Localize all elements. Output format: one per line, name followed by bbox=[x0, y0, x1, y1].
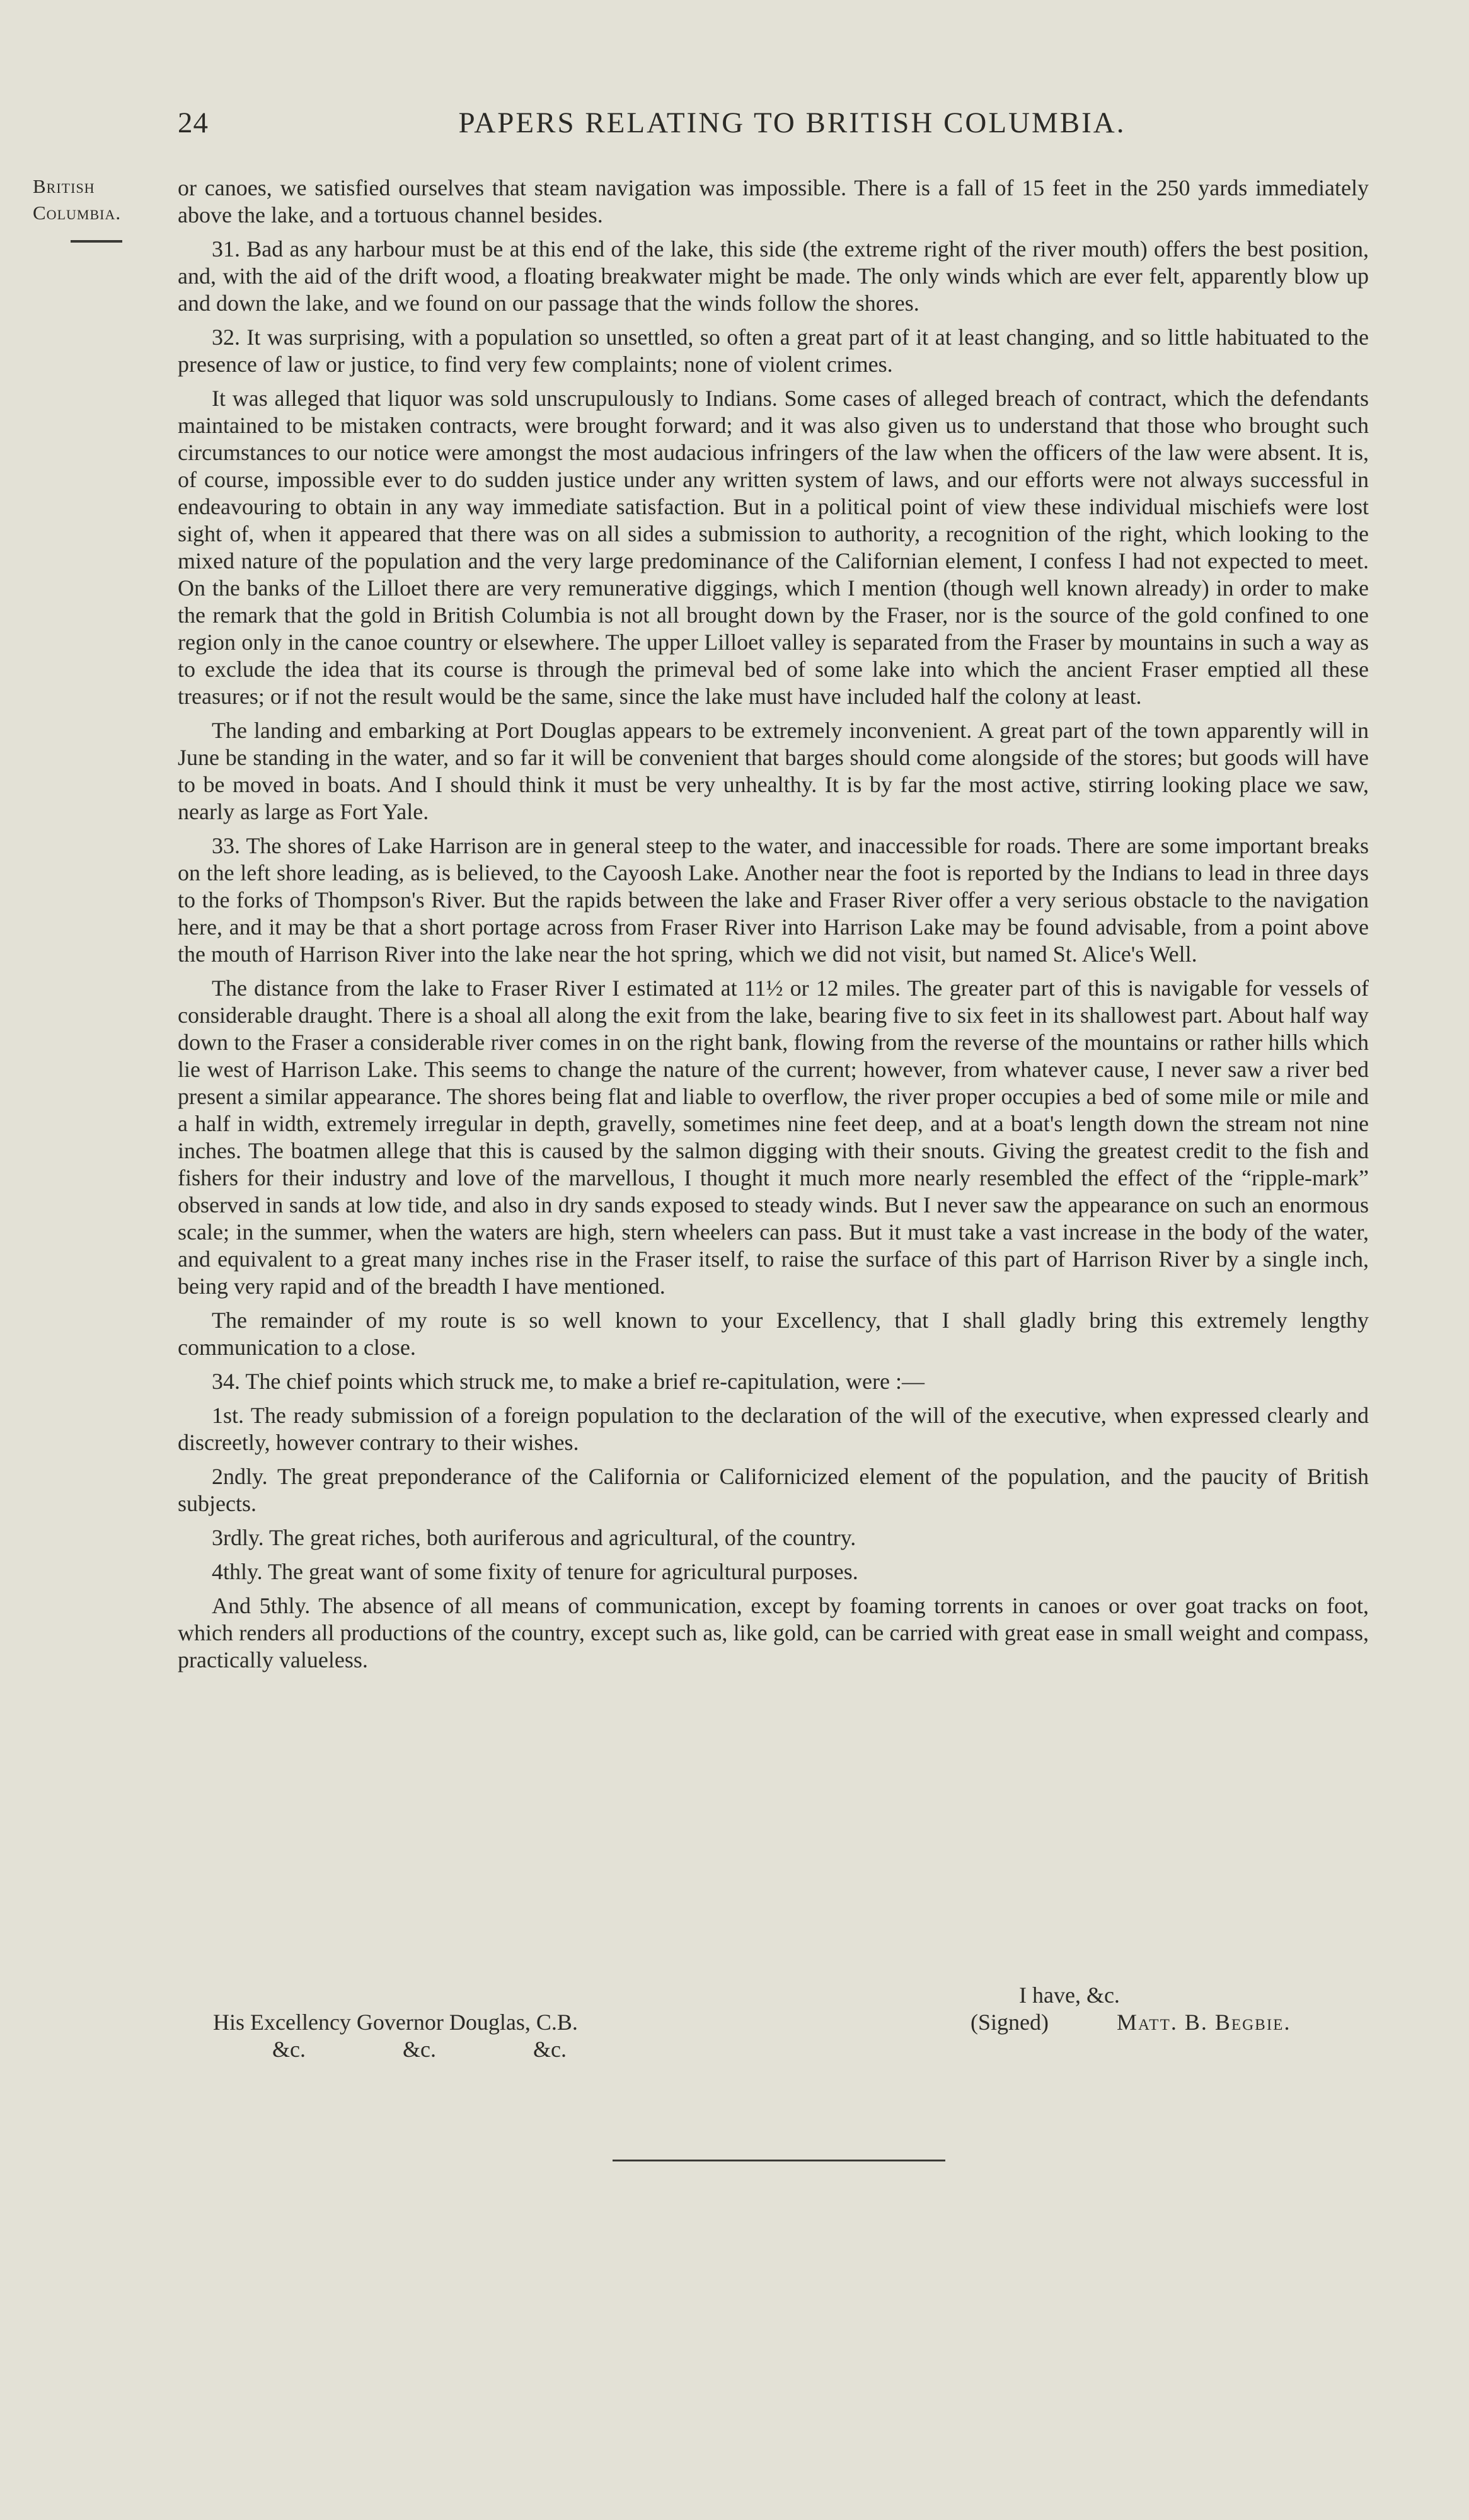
paragraph: 34. The chief points which struck me, to make a brief re-capitulation, were :— bbox=[212, 1369, 925, 1394]
paragraph: It was alleged that liquor was sold unscrupulously to Indians. Some cases of alleged breach of contract, which the defendants maintained to be mistaken contracts, were brought forward; and it was also given us to understand that those who brought such circumstances to our notice were amongst the most audacious infringers of the law when the officers of the law were absent. It is, of course, impossible ever to do sudden justice under any written system of laws, and our efforts were not always successful in endeavouring to obtain in any way immediate satisfaction. But in a political point of view these individual mischiefs were lost sight of, when it appeared that there was on all sides a submission to authority, a recognition of the right, which looking to the mixed nature of the population and the very large predominance of the Californian element, I confess I had not expected to meet. On the banks of the Lilloet there are very remunerative diggings, which I mention (though well known already) in order to make the remark that the gold in British Columbia is not all brought down by the Fraser, nor is the source of the gold confined to one region only in the canoe country or elsewhere. The upper Lilloet valley is separated from the Fraser by mountains in such a way as to exclude the idea that its course is through the primeval bed of some lake into which the ancient Fraser emptied all these treasures; or if not the result would be the same, since the lake must have included half the colony at least. bbox=[178, 386, 1369, 709]
paragraph: 31. Bad as any harbour must be at this end of the lake, this side (the extreme right of the river mouth) offers the best position, and, with the aid of the drift wood, a floating breakwater might be made. The only winds which are ever felt, apparently blow up and down the lake, and we found on our passage that the winds follow the shores. bbox=[178, 236, 1369, 316]
etc-text: &c. bbox=[272, 2037, 306, 2062]
sidenote-line: Columbia. bbox=[33, 202, 122, 224]
etcetera-line bbox=[272, 2036, 658, 2063]
paragraph: 1st. The ready submission of a foreign population to the declaration of the will of the executive, when expressed clearly and discreetly, however contrary to their wishes. bbox=[178, 1403, 1369, 1455]
closing-formula: I have, &c. bbox=[1019, 1982, 1120, 2008]
page-number: 24 bbox=[178, 106, 209, 139]
paragraph: 4thly. The great want of some fixity of tenure for agricultural purposes. bbox=[212, 1559, 858, 1584]
paragraph: The distance from the lake to Fraser River I estimated at 11½ or 12 miles. The greater part of this is navigable for vessels of considerable draught. There is a shoal all along the exit from the lake, bearing five to six feet in its shallowest part. About half way down to the Fraser a considerable river comes in on the right bank, flowing from the reverse of the mountains or rather hills which lie west of Harrison Lake. This seems to change the nature of the current; however, from whatever cause, I never saw a river bed present a similar appearance. The shores being flat and liable to overflow, the river proper occupies a bed of some mile or mile and a half in width, extremely irregular in depth, gravelly, sometimes nine feet deep, and at a boat's length down the stream not nine inches. The boatmen allege that this is caused by the salmon digging with their snouts. Giving the greatest credit to the fish and fishers for their industry and love of the marvellous, I thought it much more nearly resembled the effect of the “ripple-mark” observed in sands at low tide, and also in dry sands exposed to steady winds. But I never saw the appearance on such an enormous scale; in the summer, when the waters are high, stern wheelers can pass. But it must take a vast increase in the body of the water, and equivalent to a great many inches rise in the Fraser itself, to raise the surface of this part of Harrison River by a single inch, being very rapid and of the breadth I have mentioned. bbox=[178, 975, 1369, 1299]
paragraph: 33. The shores of Lake Harrison are in general steep to the water, and inaccessible for roads. There are some important breaks on the left shore leading, as is believed, to the Cayoosh Lake. Another near the foot is reported by the Indians to lead in three days to the forks of Thompson's River. But the rapids between the lake and Fraser River offer a very serious obstacle to the navigation here, and it may be that a short portage across from Fraser River into Harrison Lake may be found advisable, from a point above the mouth of Harrison River into the lake near the hot spring, which we did not visit, but named St. Alice's Well. bbox=[178, 833, 1369, 967]
addressee: His Excellency Governor Douglas, C.B. bbox=[213, 2010, 578, 2035]
paragraph: The landing and embarking at Port Douglas appears to be extremely inconvenient. A great part of the town apparently will in June be standing in the water, and so far it will be convenient that barges should come alongside of the stores; but goods will have to be moved in boats. And I should think it must be very unhealthy. It is by far the most active, stirring looking place we saw, nearly as large as Fort Yale. bbox=[178, 718, 1369, 824]
paragraph: or canoes, we satisfied ourselves that steam navigation was impossible. There is a fall of 15 feet in the 250 yards immediately above the lake, and a tortuous channel besides. bbox=[178, 175, 1369, 227]
paragraph: 2ndly. The great preponderance of the California or Californicized element of the population, and the paucity of British subjects. bbox=[178, 1464, 1369, 1516]
running-title: PAPERS RELATING TO BRITISH COLUMBIA. bbox=[458, 106, 1126, 139]
signer-name: Matt. B. Begbie. bbox=[1117, 2010, 1291, 2035]
paragraph: The remainder of my route is so well known to your Excellency, that I shall gladly bring this extremely lengthy communication to a close. bbox=[178, 1308, 1369, 1360]
page-header bbox=[178, 106, 1369, 144]
margin-sidenote bbox=[33, 173, 165, 243]
signed-label: (Signed) bbox=[971, 2010, 1049, 2035]
paragraph: 3rdly. The great riches, both auriferous and agricultural, of the country. bbox=[212, 1525, 856, 1550]
body-text bbox=[178, 175, 1369, 1681]
letter-closing bbox=[178, 1982, 1369, 2070]
etc-text: &c. bbox=[402, 2037, 436, 2062]
sidenote-divider bbox=[71, 240, 122, 243]
sidenote-line: British bbox=[33, 175, 95, 197]
end-divider bbox=[613, 2160, 945, 2161]
etc-text: &c. bbox=[533, 2037, 567, 2062]
paragraph: 32. It was surprising, with a population so unsettled, so often a great part of it at least changing, and so little habituated to the presence of law or justice, to find very few complaints; none of violent crimes. bbox=[178, 325, 1369, 377]
paragraph: And 5thly. The absence of all means of communication, except by foaming torrents in canoes or over goat tracks on foot, which renders all productions of the country, except such as, like gold, can be carried with great ease in small weight and compass, practically valueless. bbox=[178, 1593, 1369, 1672]
